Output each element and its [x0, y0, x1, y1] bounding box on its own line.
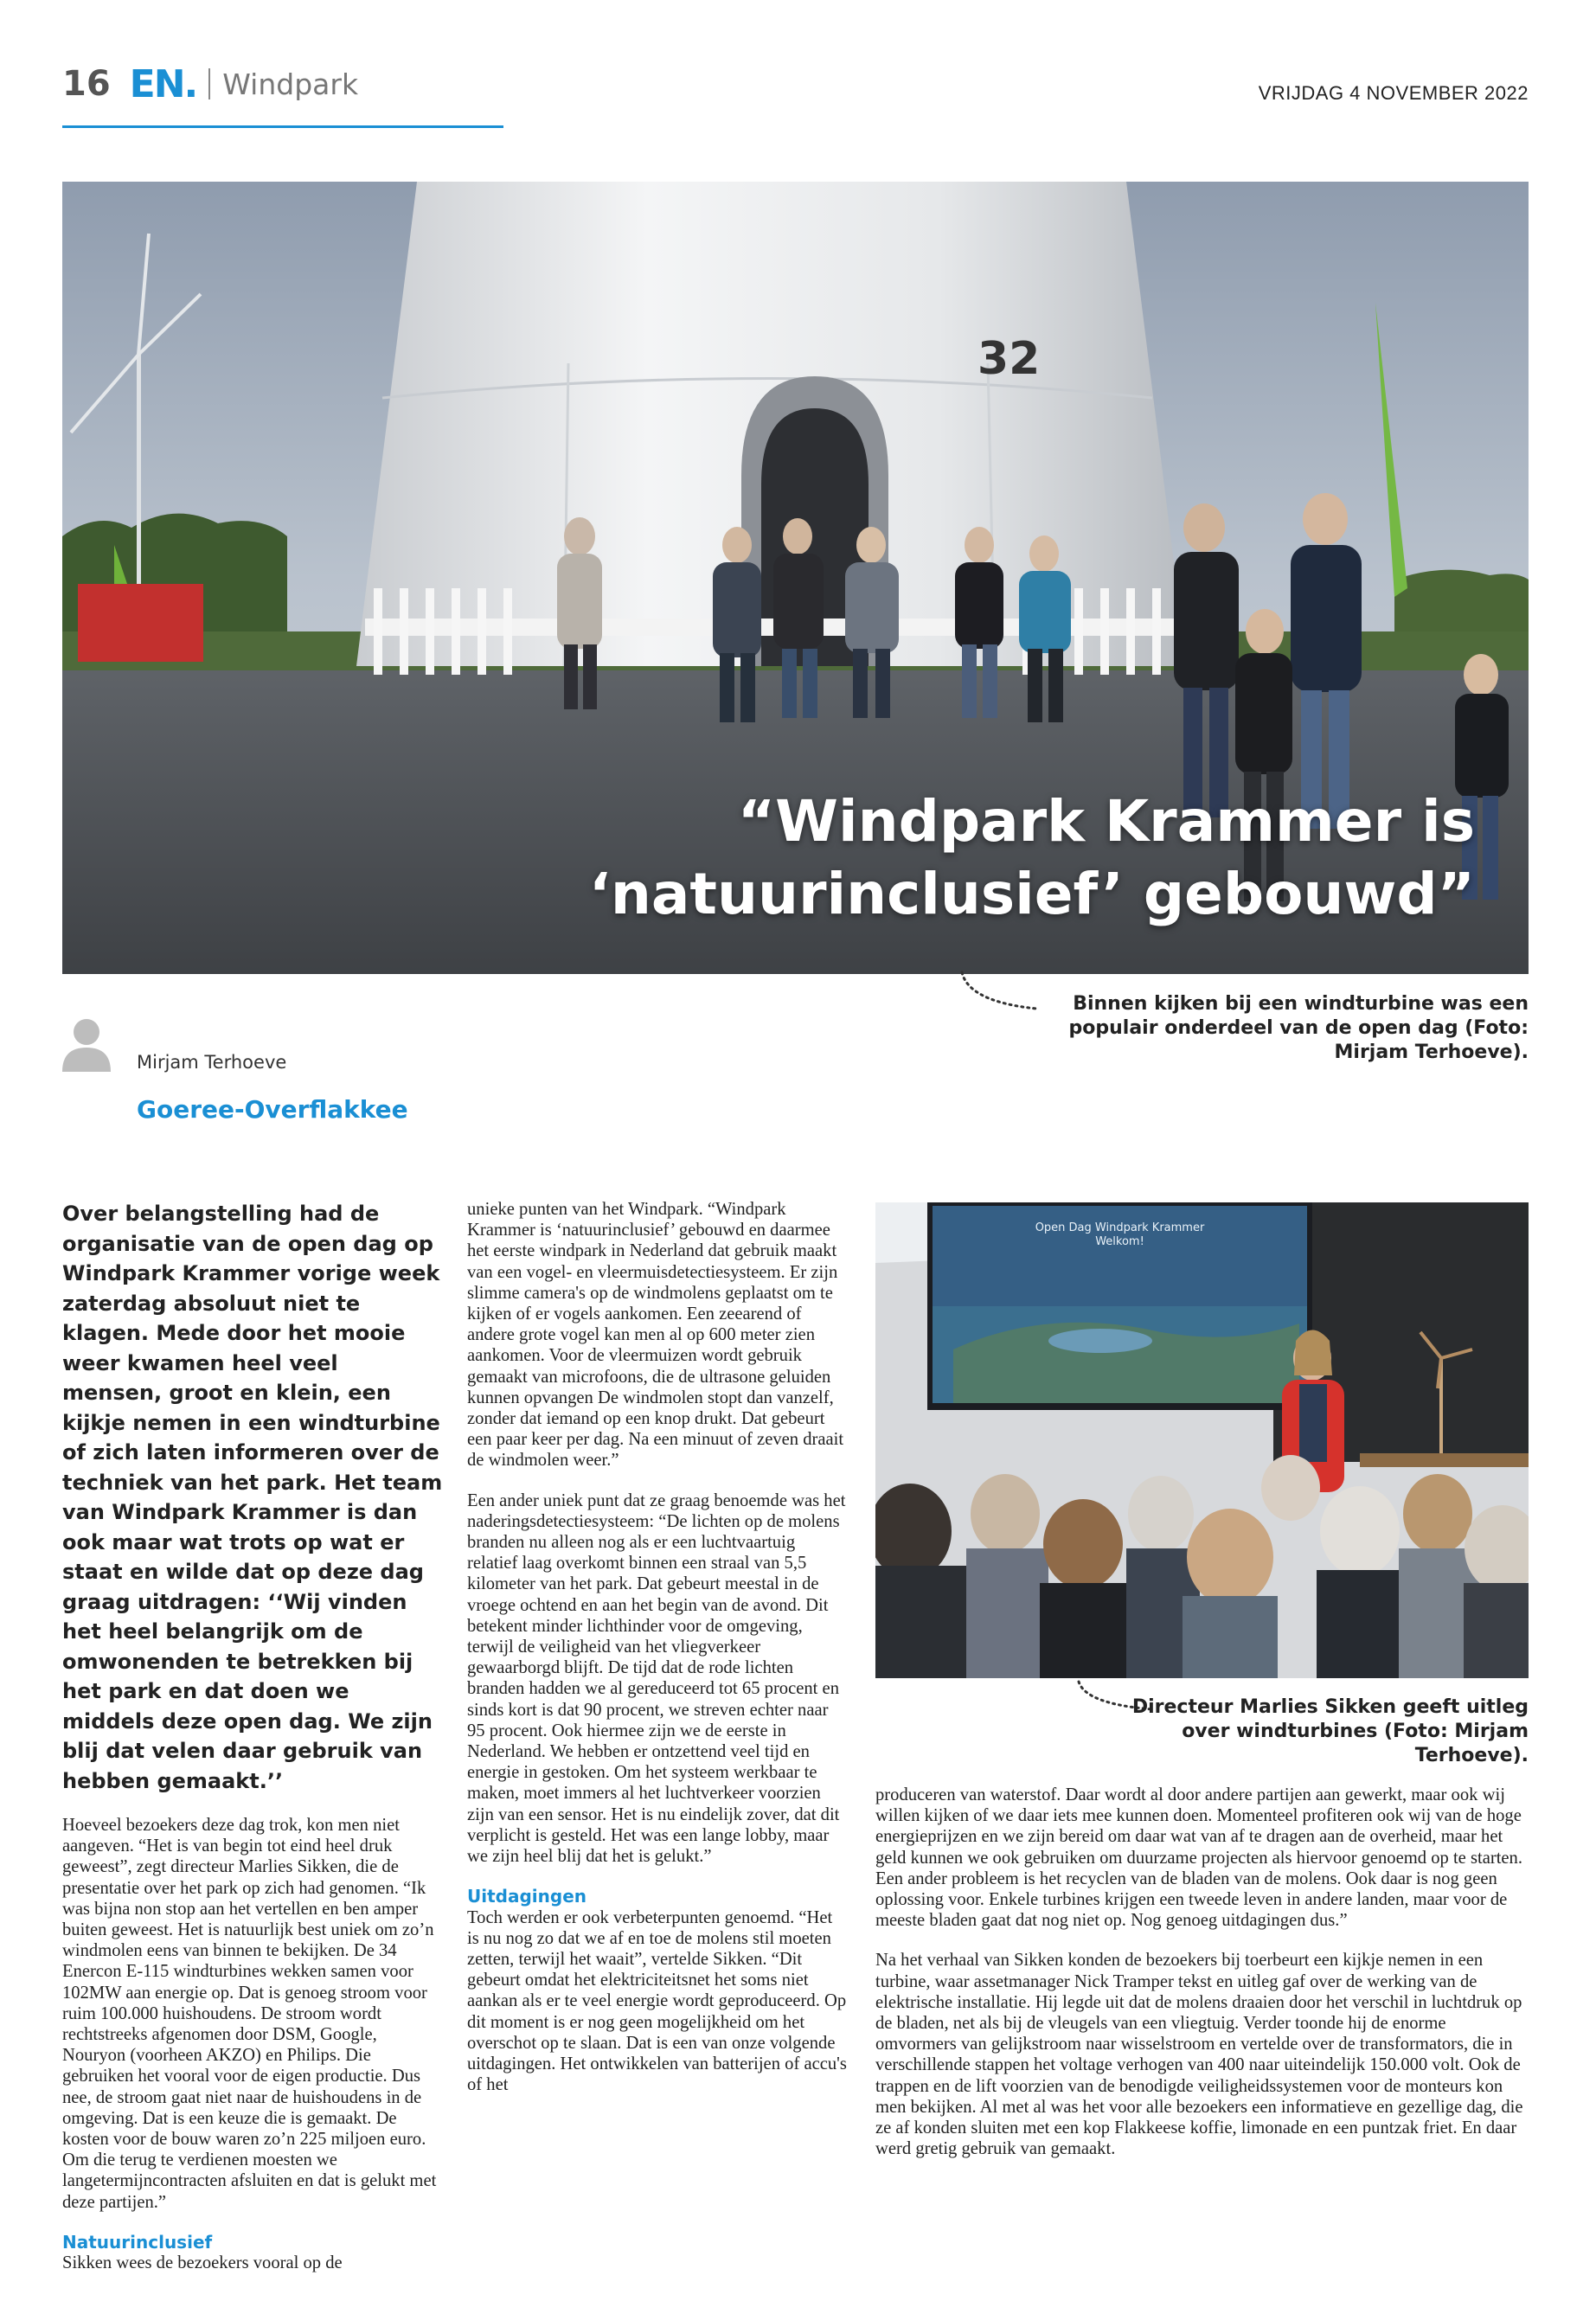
presentation-screen-title [933, 1221, 1307, 1249]
headline-line-1: “Windpark Krammer is [737, 788, 1475, 855]
presentation-photo-illustration [875, 1202, 1529, 1678]
hero-photo-caption: Binnen kijken bij een windturbine was een populair onderdeel van de open dag (Foto: Mirjam Terhoeve). [1068, 993, 1529, 1063]
body-paragraph: unieke punten van het Windpark. “Windpark Krammer is ‘natuurinclusief’ gebouwd en daarmee het eerste windpark in Nederland dat gebruik maakt van een vogel- en vleermuisdetectiesysteem. Er zijn slimme camera's op de windmolens geplaatst om te kijken of er vogels aankomen. Een zeearend of andere grote vogel kan men al op 600 meter zien aankomen. Voor de vleermuizen wordt gebruik gemaakt van microfoons, die de ultrasone geluiden kunnen opvangen De windmolen stopt dan vanzelf, zonder dat iemand op een knop drukt. Dat gebeurt een paar keer per dag. Na een minuut of zeven draait de windmolen weer.” [467, 1200, 844, 1471]
hero-photo [62, 182, 1529, 974]
body-paragraph: Na het verhaal van Sikken konden de bezoekers bij toerbeurt een kijkje nemen in een turbine, waar assetmanager Nick Tramper tekst en uitleg gaf over de werking van de elektrische installatie. Hij legde uit dat de molens draaien door het verschil in luchtdruk op de bladen, net als bij de vleugels van een vliegtuig. Verder toonde hij de enorme omvormers van gelijkstroom naar wisselstroom en vertelde over de transformators, die in verschillende stappen het voltage verhogen van 400 naar uiteindelijk 150.000 volt. Ook de trappen en de lift voorzien van de benodigde veiligheidssystemen voor de monteurs kon men bekijken. Al met al was het voor alle bezoekers een informatieve en gezellige dag, die ze af konden sluiten met een kop Flakkeese koffie, limonade en een puntzak friet. En daar werd gretig gebruik van gemaakt. [875, 1951, 1523, 2159]
presentation-photo [875, 1202, 1529, 1678]
article-lede: Over belangstelling had de organisatie van de open dag op Windpark Krammer vorige week zaterdag absoluut niet te klagen. Mede door het mooie weer kwamen heel veel mensen, groot en klein, een kijkje nemen in een windturbine of zich laten informeren over de techniek van het park. Het team van Windpark Krammer is dan ook maar wat trots op wat er staat en wilde dat op deze dag graag uitdragen: ‘‘Wij vinden het heel belangrijk om de omwonenden te betrekken bij het park en dat doen we middels deze open dag. We zijn blij dat velen daar gebruik van hebben gemaakt.’’ [62, 1202, 443, 1793]
article-column-2 [467, 1199, 848, 2095]
article-column-3 [875, 1785, 1529, 2159]
body-paragraph: Sikken wees de bezoekers vooral op de [62, 2253, 343, 2273]
headline-line-2: ‘natuurinclusief’ gebouwd” [588, 861, 1475, 927]
author-avatar-icon [62, 1016, 111, 1072]
article-column-1 [62, 1199, 443, 2273]
subheading-natuurinclusief: Natuurinclusief [62, 2231, 213, 2253]
presentation-photo-caption: Directeur Marlies Sikken geeft uitleg over windturbines (Foto: Mirjam Terhoeve). [1131, 1696, 1529, 1766]
publication-logo[interactable]: EN. [129, 61, 197, 106]
body-paragraph: Een ander uniek punt dat ze graag benoemde was het naderingsdetectiesysteem: “De lichten op de molens branden nu alleen nog als er een luchtvaartuig relatief laag overkomt binnen een straal van 5,5 kilometer van het park. Dat gebeurt meestal in de vroege ochtend en aan het begin van de avond. Dit betekent minder lichthinder voor de omgeving, terwijl de veiligheid van het vliegverkeer gewaarborgd blijft. De tijd dat de rode lichten branden hadden we al gereduceerd tot 65 procent en sinds kort is dat 90 procent, we streven echter naar 95 procent. Ook hiermee zijn we de eerste in Nederland. We hebben er ontzettend veel tijd en energie in gestoken. Om het systeem werkbaar te maken, moet immers al het luchtverkeer voorzien zijn van een sensor. Het is nu eindelijk zover, dat dit verplicht is gesteld. Het was een lange lobby, maar we zijn heel blij dat het is gelukt.” [467, 1490, 846, 1867]
screen-title-line-1: Open Dag Windpark Krammer [1035, 1221, 1205, 1234]
body-paragraph: produceren van waterstof. Daar wordt al door andere partijen aan gewerkt, maar ook wij willen kijken of we daar iets mee kunnen doen. Momenteel profiteren ook wij van de hoge energieprijzen en we zijn bereid om daar wat van af te dragen aan de overheid, maar het geld kunnen we ook gebruiken om duurzame projecten als hiervoor genoemd op te starten. Een ander probleem is het recyclen van de bladen van de molens. Ook daar is nog geen oplossing voor. Enkele turbines krijgen een tweede leven in andere landen, maar voor de meeste bladen gaat dat nog niet op. Nog genoeg uitdagingen dus.” [875, 1785, 1523, 1931]
masthead-rule [62, 125, 503, 128]
section-title: Windpark [222, 67, 359, 101]
author-name: Mirjam Terhoeve [137, 1052, 287, 1073]
page-number: 16 [62, 64, 111, 104]
turbine-number: 32 [977, 333, 1041, 385]
issue-date: VRIJDAG 4 NOVEMBER 2022 [1258, 82, 1529, 104]
body-paragraph: Toch werden er ook verbeterpunten genoemd. “Het is nu nog zo dat we af en toe de molens stil moeten zetten, terwijl het waait”, vertelde Sikken. “Dit gebeurt omdat het elektriciteitsnet het soms niet aankan als er te veel energie wordt geproduceerd. Op dit moment is er nog geen mogelijkheid om het overschot op te slaan. Dat is een van onze volgende uitdagingen. Het ontwikkelen van batterijen of accu's of het [467, 1907, 847, 2095]
screen-title-line-2: Welkom! [1095, 1235, 1144, 1248]
masthead-separator [208, 68, 210, 99]
body-paragraph: Hoeveel bezoekers deze dag trok, kon men niet aangeven. “Het is van begin tot eind heel druk geweest”, zegt directeur Marlies Sikken, die de presentatie over het park op zich had genomen. “Ik was bijna non stop aan het vertellen en ben amper buiten geweest. Het is natuurlijk best uniek om zo’n windmolen eens van binnen te bekijken. De 34 Enercon E-115 windturbines wekken samen voor 102MW aan energie op. Dat is genoeg stroom voor ruim 100.000 huishoudens. De stroom wordt rechtstreeks afgenomen door DSM, Google, Nouryon (voorheen AKZO) en Philips. Die gebruiken het vooral voor de eigen productie. Dus nee, de stroom gaat niet naar de huishoudens in de omgeving. Dat is een keuze die is gemaakt. De kosten voor de bouw waren zo’n 225 miljoen euro. Om die terug te verdienen moesten we langetermijncontracten afsluiten en dat is gelukt met deze partijen.” [62, 1816, 437, 2212]
article-headline [589, 785, 1475, 931]
region-label: Goeree-Overflakkee [137, 1095, 408, 1124]
subheading-uitdagingen: Uitdagingen [467, 1886, 586, 1907]
masthead [62, 62, 358, 106]
